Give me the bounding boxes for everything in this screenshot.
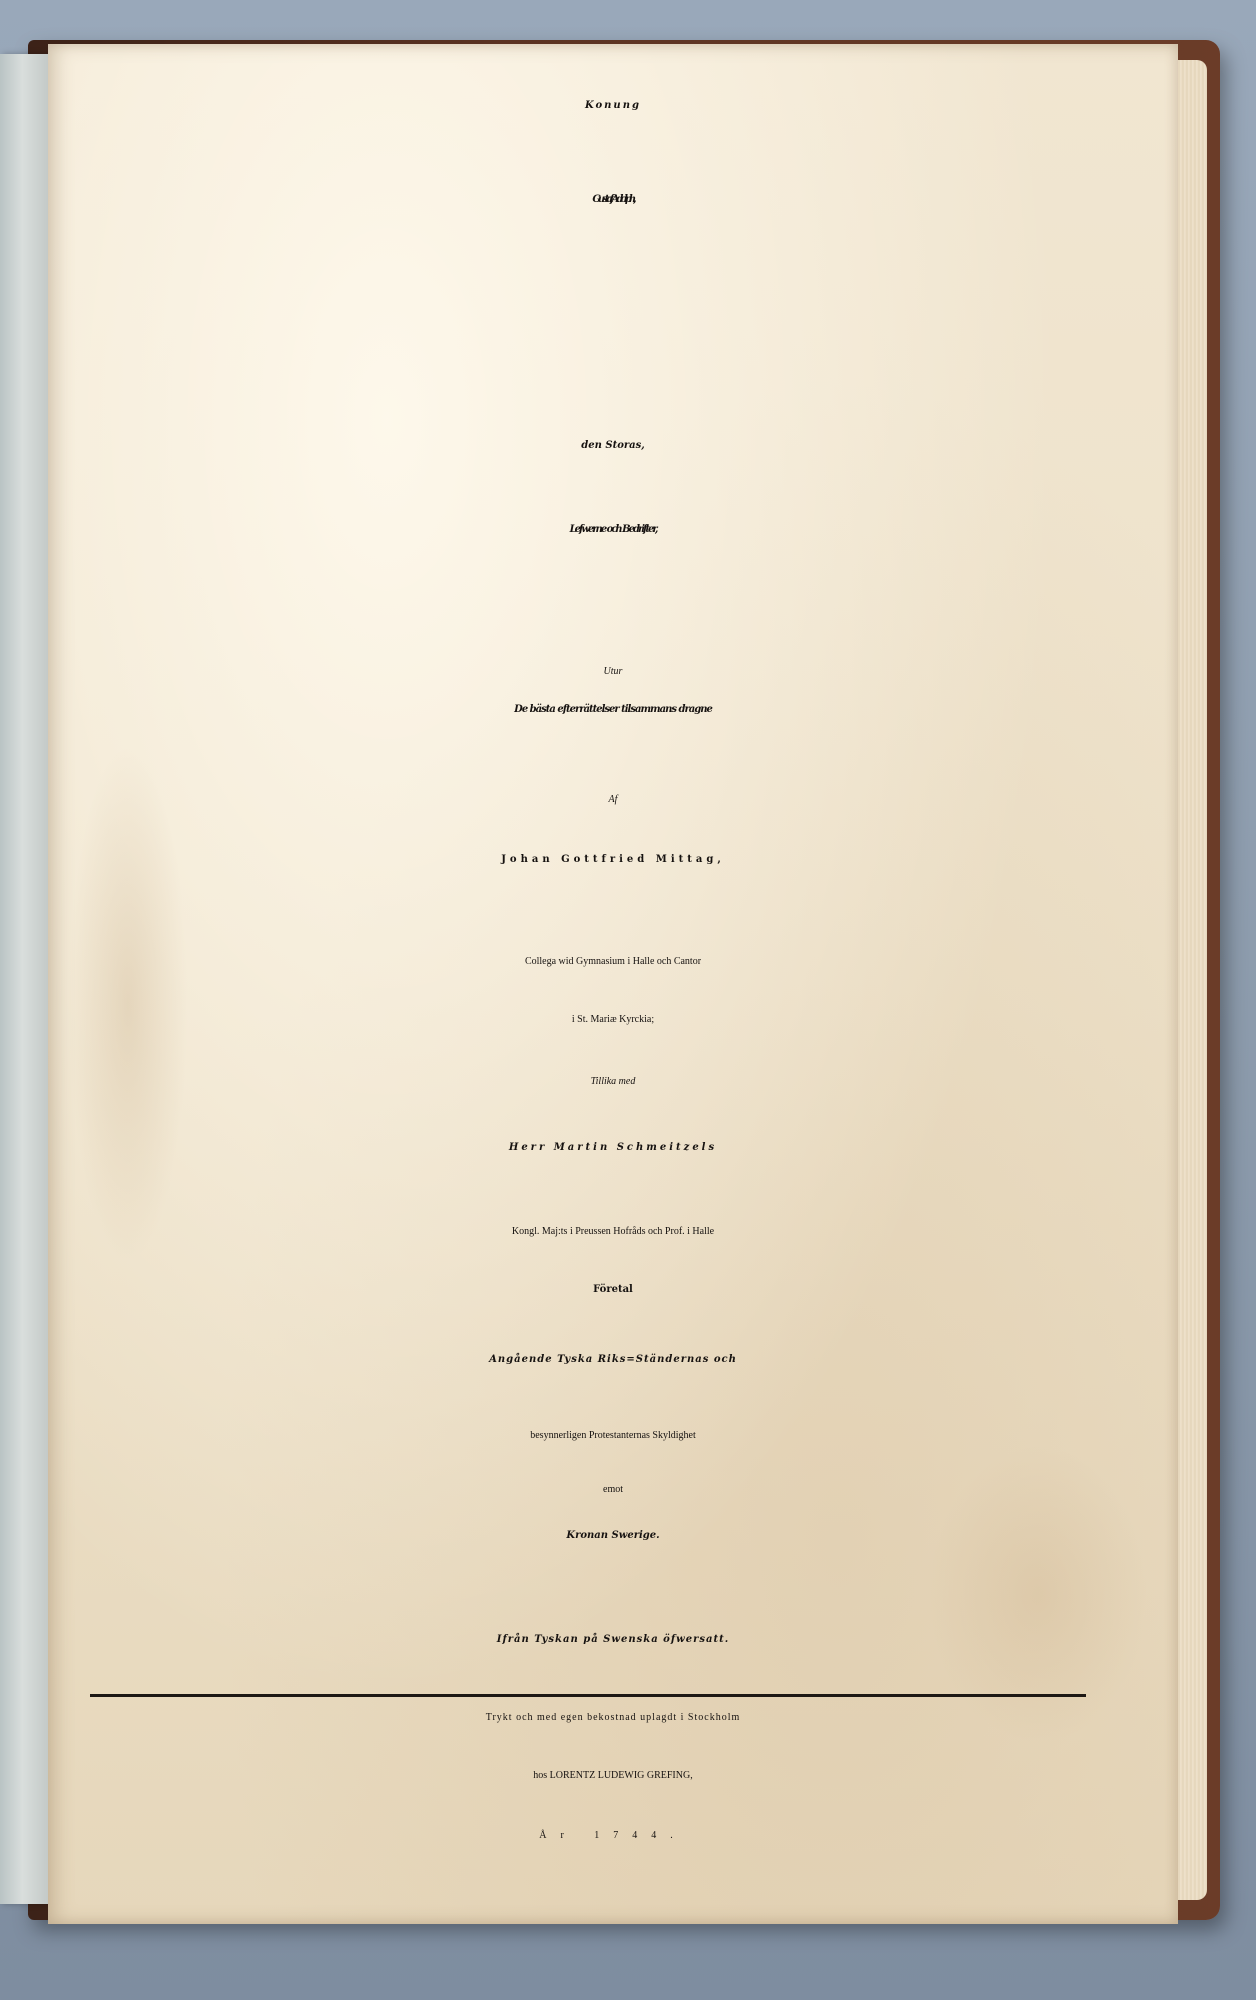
- title-gustaf-adolph: Gustaf Adolph,: [592, 194, 634, 205]
- title-den-storas: den Storas,: [581, 440, 645, 451]
- text-tillika-med: Tillika med: [590, 1076, 636, 1087]
- text-emot: emot: [603, 1484, 623, 1495]
- imprint-printed: Trykt och med egen bekostnad uplagdt i Stockholm: [485, 1712, 741, 1723]
- title-page: [48, 44, 1178, 1924]
- preface-author: Herr Martin Schmeitzels: [508, 1142, 718, 1153]
- text-foretal: Företal: [593, 1284, 633, 1295]
- text-kronan-swerige: Kronan Swerige.: [566, 1530, 660, 1541]
- author-church: i St. Mariæ Kyrckia;: [571, 1014, 655, 1025]
- title-konung: Konung: [585, 100, 641, 111]
- author-position: Collega wid Gymnasium i Halle och Cantor: [524, 956, 702, 967]
- imprint-divider: [90, 1694, 1086, 1697]
- text-besynnerligen: besynnerligen Protestanternas Skyldighet: [530, 1430, 696, 1441]
- text-af: Af: [608, 794, 618, 805]
- text-utur: Utur: [603, 666, 623, 677]
- text-angaende: Angående Tyska Riks=Ständernas och: [489, 1354, 737, 1365]
- title-lefwerne: Lefwerne och Bedrifter,: [569, 524, 657, 535]
- author-name: Johan Gottfried Mittag,: [501, 854, 725, 865]
- preface-author-title: Kongl. Maj:ts i Preussen Hofråds och Prof. i Halle: [511, 1226, 715, 1237]
- endpaper-left: [0, 54, 52, 1904]
- imprint-year: År 1744.: [539, 1830, 687, 1841]
- text-basta: De bästa efterrättelser tilsammans dragne: [514, 704, 712, 715]
- imprint-printer: hos LORENTZ LUDEWIG GREFING,: [533, 1770, 693, 1781]
- foxing-stain: [68, 744, 188, 1264]
- text-translation-note: Ifrån Tyskan på Swenska öfwersatt.: [496, 1634, 730, 1645]
